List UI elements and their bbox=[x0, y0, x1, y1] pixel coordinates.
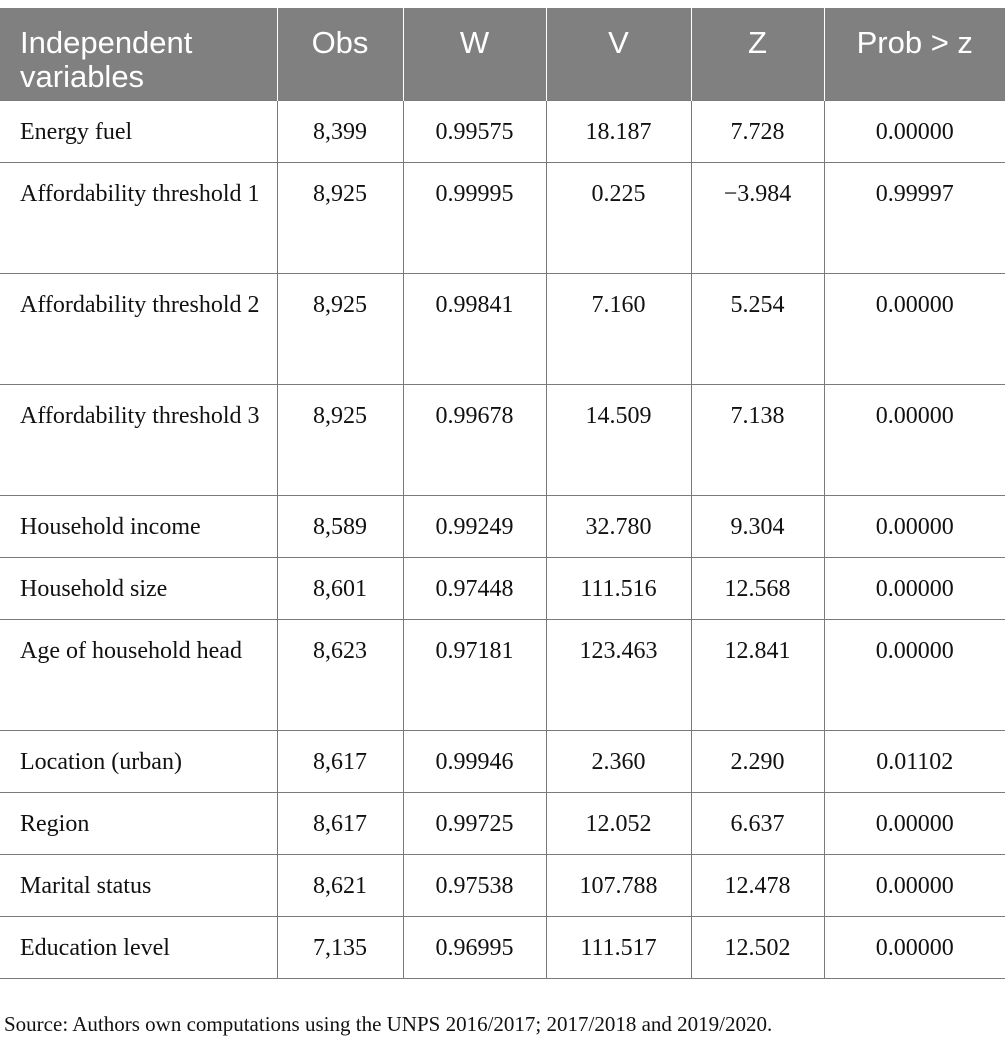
prob-cell: 0.00000 bbox=[824, 495, 1005, 557]
header-w: W bbox=[403, 8, 546, 100]
table-row bbox=[0, 792, 1005, 854]
variable-cell: Age of household head bbox=[0, 619, 277, 730]
variable-cell: Affordability threshold 2 bbox=[0, 273, 277, 384]
prob-cell: 0.99997 bbox=[824, 162, 1005, 273]
header-v: V bbox=[546, 8, 691, 100]
header-z: Z bbox=[691, 8, 824, 100]
table-body bbox=[0, 100, 1005, 978]
prob-cell: 0.00000 bbox=[824, 792, 1005, 854]
variable-cell: Energy fuel bbox=[0, 100, 277, 162]
z-cell: 2.290 bbox=[691, 730, 824, 792]
normality-test-table bbox=[0, 8, 1005, 979]
variable-cell: Household size bbox=[0, 557, 277, 619]
table-row bbox=[0, 854, 1005, 916]
w-cell: 0.97538 bbox=[403, 854, 546, 916]
table-row bbox=[0, 495, 1005, 557]
table-header bbox=[0, 8, 1005, 100]
header-prob: Prob > z bbox=[824, 8, 1005, 100]
obs-cell: 8,621 bbox=[277, 854, 403, 916]
z-cell: 12.568 bbox=[691, 557, 824, 619]
variable-cell: Location (urban) bbox=[0, 730, 277, 792]
v-cell: 18.187 bbox=[546, 100, 691, 162]
obs-cell: 8,925 bbox=[277, 162, 403, 273]
obs-cell: 8,925 bbox=[277, 384, 403, 495]
table-row bbox=[0, 619, 1005, 730]
w-cell: 0.99841 bbox=[403, 273, 546, 384]
prob-cell: 0.00000 bbox=[824, 854, 1005, 916]
table-row bbox=[0, 916, 1005, 978]
z-cell: −3.984 bbox=[691, 162, 824, 273]
obs-cell: 8,623 bbox=[277, 619, 403, 730]
v-cell: 111.516 bbox=[546, 557, 691, 619]
header-row bbox=[0, 8, 1005, 100]
table-row bbox=[0, 384, 1005, 495]
v-cell: 111.517 bbox=[546, 916, 691, 978]
z-cell: 12.841 bbox=[691, 619, 824, 730]
obs-cell: 8,399 bbox=[277, 100, 403, 162]
v-cell: 123.463 bbox=[546, 619, 691, 730]
table-row bbox=[0, 557, 1005, 619]
w-cell: 0.97181 bbox=[403, 619, 546, 730]
w-cell: 0.96995 bbox=[403, 916, 546, 978]
table-row bbox=[0, 100, 1005, 162]
w-cell: 0.99995 bbox=[403, 162, 546, 273]
v-cell: 32.780 bbox=[546, 495, 691, 557]
z-cell: 5.254 bbox=[691, 273, 824, 384]
w-cell: 0.99946 bbox=[403, 730, 546, 792]
obs-cell: 8,617 bbox=[277, 792, 403, 854]
z-cell: 6.637 bbox=[691, 792, 824, 854]
prob-cell: 0.00000 bbox=[824, 619, 1005, 730]
prob-cell: 0.00000 bbox=[824, 100, 1005, 162]
table-row bbox=[0, 273, 1005, 384]
obs-cell: 8,617 bbox=[277, 730, 403, 792]
w-cell: 0.99249 bbox=[403, 495, 546, 557]
v-cell: 107.788 bbox=[546, 854, 691, 916]
z-cell: 7.138 bbox=[691, 384, 824, 495]
v-cell: 0.225 bbox=[546, 162, 691, 273]
obs-cell: 8,589 bbox=[277, 495, 403, 557]
table-row bbox=[0, 162, 1005, 273]
prob-cell: 0.00000 bbox=[824, 557, 1005, 619]
w-cell: 0.97448 bbox=[403, 557, 546, 619]
variable-cell: Marital status bbox=[0, 854, 277, 916]
z-cell: 12.502 bbox=[691, 916, 824, 978]
variable-cell: Affordability threshold 3 bbox=[0, 384, 277, 495]
prob-cell: 0.00000 bbox=[824, 916, 1005, 978]
v-cell: 14.509 bbox=[546, 384, 691, 495]
w-cell: 0.99678 bbox=[403, 384, 546, 495]
prob-cell: 0.00000 bbox=[824, 273, 1005, 384]
prob-cell: 0.00000 bbox=[824, 384, 1005, 495]
header-obs: Obs bbox=[277, 8, 403, 100]
w-cell: 0.99725 bbox=[403, 792, 546, 854]
obs-cell: 8,601 bbox=[277, 557, 403, 619]
source-note: Source: Authors own computations using the UNPS 2016/2017; 2017/2018 and 2019/2020. bbox=[4, 1012, 773, 1036]
variable-cell: Region bbox=[0, 792, 277, 854]
prob-cell: 0.01102 bbox=[824, 730, 1005, 792]
variable-cell: Affordability threshold 1 bbox=[0, 162, 277, 273]
v-cell: 7.160 bbox=[546, 273, 691, 384]
variable-cell: Education level bbox=[0, 916, 277, 978]
variable-cell: Household income bbox=[0, 495, 277, 557]
z-cell: 9.304 bbox=[691, 495, 824, 557]
v-cell: 2.360 bbox=[546, 730, 691, 792]
obs-cell: 7,135 bbox=[277, 916, 403, 978]
obs-cell: 8,925 bbox=[277, 273, 403, 384]
w-cell: 0.99575 bbox=[403, 100, 546, 162]
header-independent-variables: Independent variables bbox=[0, 8, 277, 100]
v-cell: 12.052 bbox=[546, 792, 691, 854]
table-row bbox=[0, 730, 1005, 792]
z-cell: 12.478 bbox=[691, 854, 824, 916]
z-cell: 7.728 bbox=[691, 100, 824, 162]
